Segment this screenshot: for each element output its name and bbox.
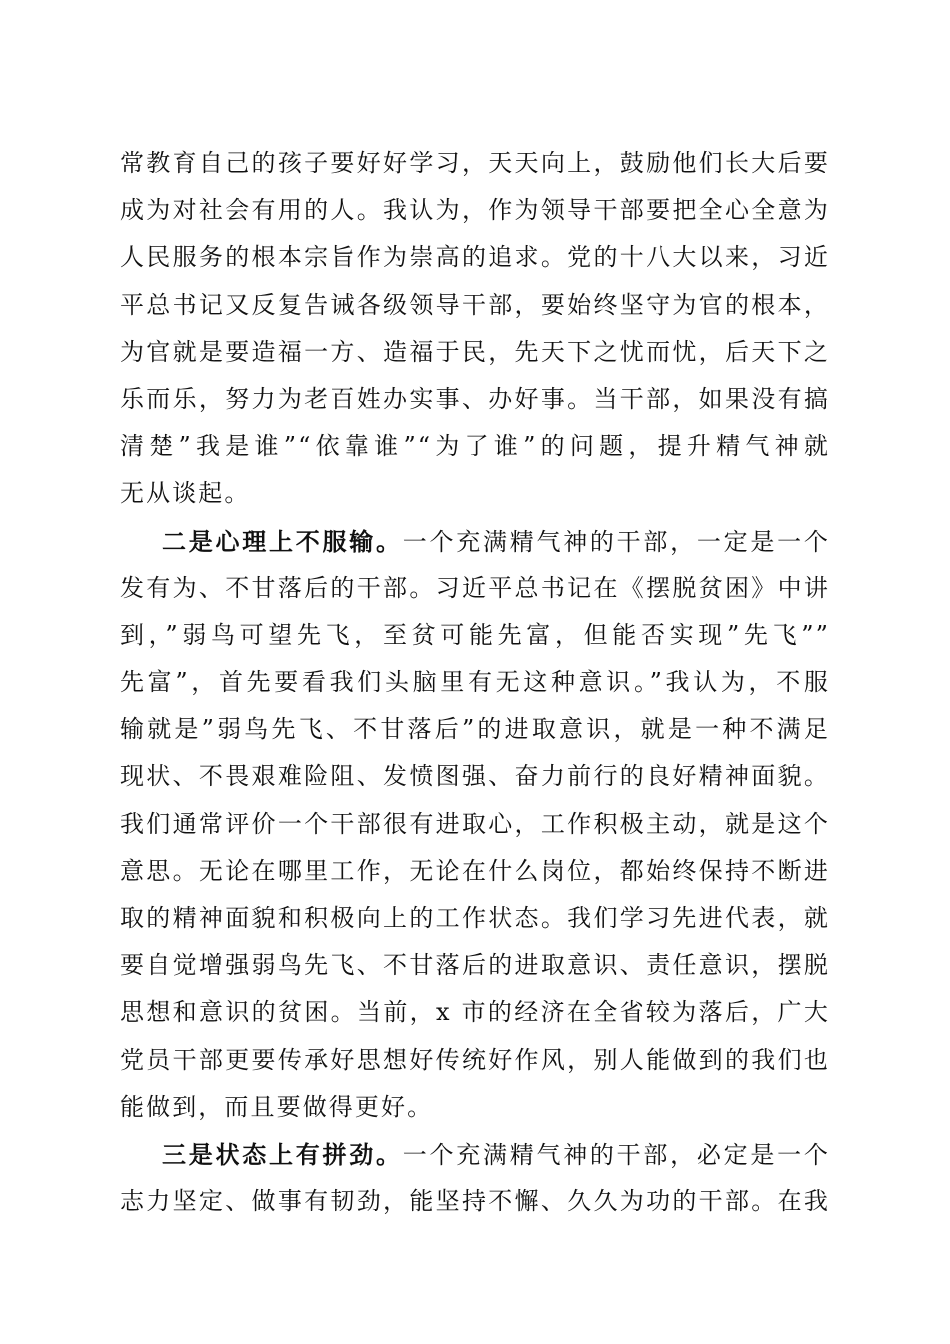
paragraph-1-line: 平总书记又反复告诫各级领导干部，要始终坚守为官的根本， [120, 290, 830, 319]
paragraph-2-line: 意思。无论在哪里工作，无论在什么岗位，都始终保持不断进 [120, 856, 830, 885]
paragraph-1-line: 成为对社会有用的人。我认为，作为领导干部要把全心全意为 [120, 196, 830, 225]
paragraph-2-line: 我们通常评价一个干部很有进取心，工作积极主动，就是这个 [120, 809, 830, 838]
paragraph-1-line: 为官就是要造福一方、造福于民，先天下之忧而忧，后天下之 [120, 337, 830, 366]
paragraph-2-last-line: 能做到，而且要做得更好。 [120, 1092, 434, 1121]
paragraph-2-first-line [120, 518, 830, 565]
paragraph-2-line: 输就是”弱鸟先飞、不甘落后”的进取意识，就是一种不满足 [120, 715, 830, 744]
paragraph-1-line: 常教育自己的孩子要好好学习，天天向上，鼓励他们长大后要 [120, 149, 830, 177]
paragraph-2-line: 要自觉增强弱鸟先飞、不甘落后的进取意识、责任意识，摆脱 [120, 951, 830, 980]
document-body [120, 140, 830, 1225]
paragraph-2-line: 取的精神面貌和积极向上的工作状态。我们学习先进代表，就 [120, 904, 830, 932]
paragraph-1-last-line: 无从谈起。 [120, 479, 251, 508]
paragraph-1-line: 清楚”我是谁”“依靠谁”“为了谁”的问题，提升精气神就 [120, 432, 830, 461]
paragraph-1-line: 人民服务的根本宗旨作为崇高的追求。党的十八大以来，习近 [120, 243, 830, 272]
paragraph-3-heading: 三是状态上有拼劲。 [162, 1139, 403, 1169]
paragraph-2-line: 现状、不畏艰难险阻、发愤图强、奋力前行的良好精神面貌。 [120, 762, 830, 791]
paragraph-2-line: 先富”，首先要看我们头脑里有无这种意识。”我认为，不服 [120, 668, 830, 697]
paragraph-2-line: 到，”弱鸟可望先飞，至贫可能先富，但能否实现”先飞”” [120, 620, 830, 649]
paragraph-2-line: 党员干部更要传承好思想好传统好作风，别人能做到的我们也 [120, 1045, 830, 1074]
paragraph-3-line: 志力坚定、做事有韧劲，能坚持不懈、久久为功的干部。在我 [120, 1187, 830, 1216]
paragraph-3-first-line [120, 1131, 830, 1178]
paragraph-3-first-line-text: 一个充满精气神的干部，必定是一个 [402, 1140, 830, 1169]
paragraph-1-line: 乐而乐，努力为老百姓办实事、办好事。当干部，如果没有搞 [120, 384, 830, 413]
paragraph-2-heading: 二是心理上不服输。 [162, 526, 403, 556]
paragraph-2-line: 发有为、不甘落后的干部。习近平总书记在《摆脱贫困》中讲 [120, 573, 830, 602]
paragraph-2-line: 思想和意识的贫困。当前，x 市的经济在全省较为落后，广大 [120, 998, 830, 1027]
paragraph-2-first-line-text: 一个充满精气神的干部，一定是一个 [402, 527, 830, 556]
